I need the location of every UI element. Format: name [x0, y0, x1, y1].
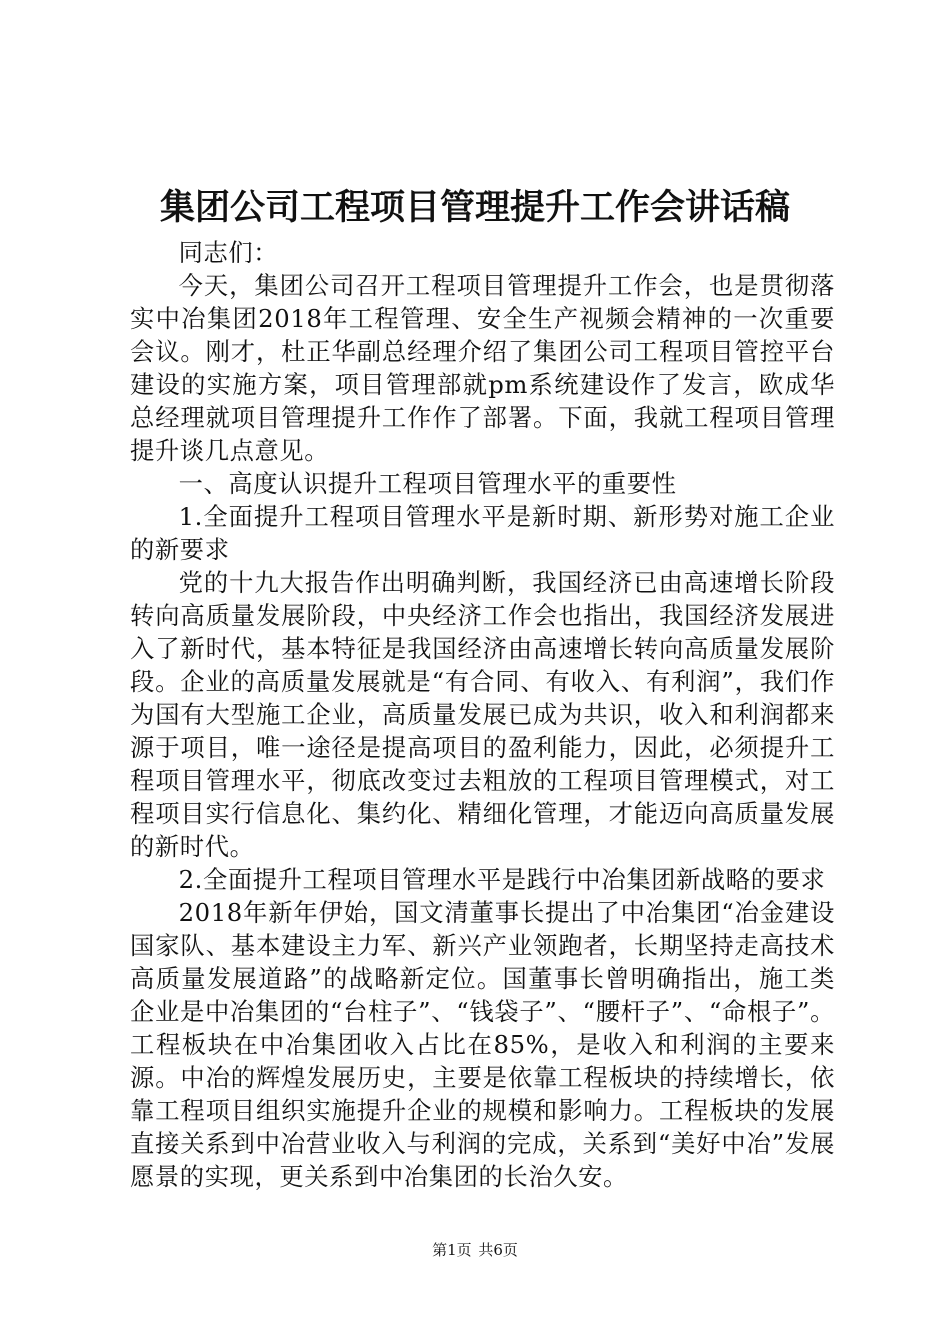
intro-paragraph: 今天，集团公司召开工程项目管理提升工作会，也是贯彻落实中冶集团2018年工程管理、安全生产视频会精神的一次重要会议。刚才，杜正华副总经理介绍了集团公司工程项目管控平台建设的实施方案，项目管理部就pm系统建设作了发言，欧成华总经理就项目管理提升工作作了部署。下面，我就工程项目管理提升谈几点意见。 [130, 271, 835, 465]
page-number: 第1页 [432, 1241, 472, 1259]
body-paragraph-2: 2018年新年伊始，国文清董事长提出了中冶集团“冶金建设国家队、基本建设主力军、新兴产业领跑者，长期坚持走高技术高质量发展道路”的战略新定位。国董事长曾明确指出，施工类企业是中冶集团的“台柱子”、“钱袋子”、“腰杆子”、“命根子”。工程板块在中冶集团收入占比在85%，是收入和利润的主要来源。中冶的辉煌发展历史，主要是依靠工程板块的持续增长，依靠工程项目组织实施提升企业的规模和影响力。工程板块的发展直接关系到中冶营业收入与利润的完成，关系到“美好中冶”发展愿景的实现，更关系到中冶集团的长治久安。 [130, 898, 835, 1191]
document-title: 集团公司工程项目管理提升工作会讲话稿 [159, 188, 790, 228]
salutation-paragraph: 同志们： [178, 238, 279, 267]
page-total: 共6页 [478, 1241, 518, 1259]
subsection-heading-2: 2.全面提升工程项目管理水平是践行中冶集团新战略的要求 [178, 865, 826, 894]
body-paragraph-1: 党的十九大报告作出明确判断，我国经济已由高速增长阶段转向高质量发展阶段，中央经济工作会也指出，我国经济发展进入了新时代，基本特征是我国经济由高速增长转向高质量发展阶段。企业的高质量发展就是“有合同、有收入、有利润”，我们作为国有大型施工企业，高质量发展已成为共识，收入和利润都来源于项目，唯一途径是提高项目的盈利能力，因此，必须提升工程项目管理水平，彻底改变过去粗放的工程项目管理模式，对工程项目实行信息化、集约化、精细化管理，才能迈向高质量发展的新时代。 [130, 568, 835, 861]
subsection-heading-1: 1.全面提升工程项目管理水平是新时期、新形势对施工企业的新要求 [130, 502, 835, 564]
document-body [130, 236, 835, 1193]
section-heading: 一、高度认识提升工程项目管理水平的重要性 [178, 469, 677, 498]
page-footer [0, 1240, 950, 1260]
